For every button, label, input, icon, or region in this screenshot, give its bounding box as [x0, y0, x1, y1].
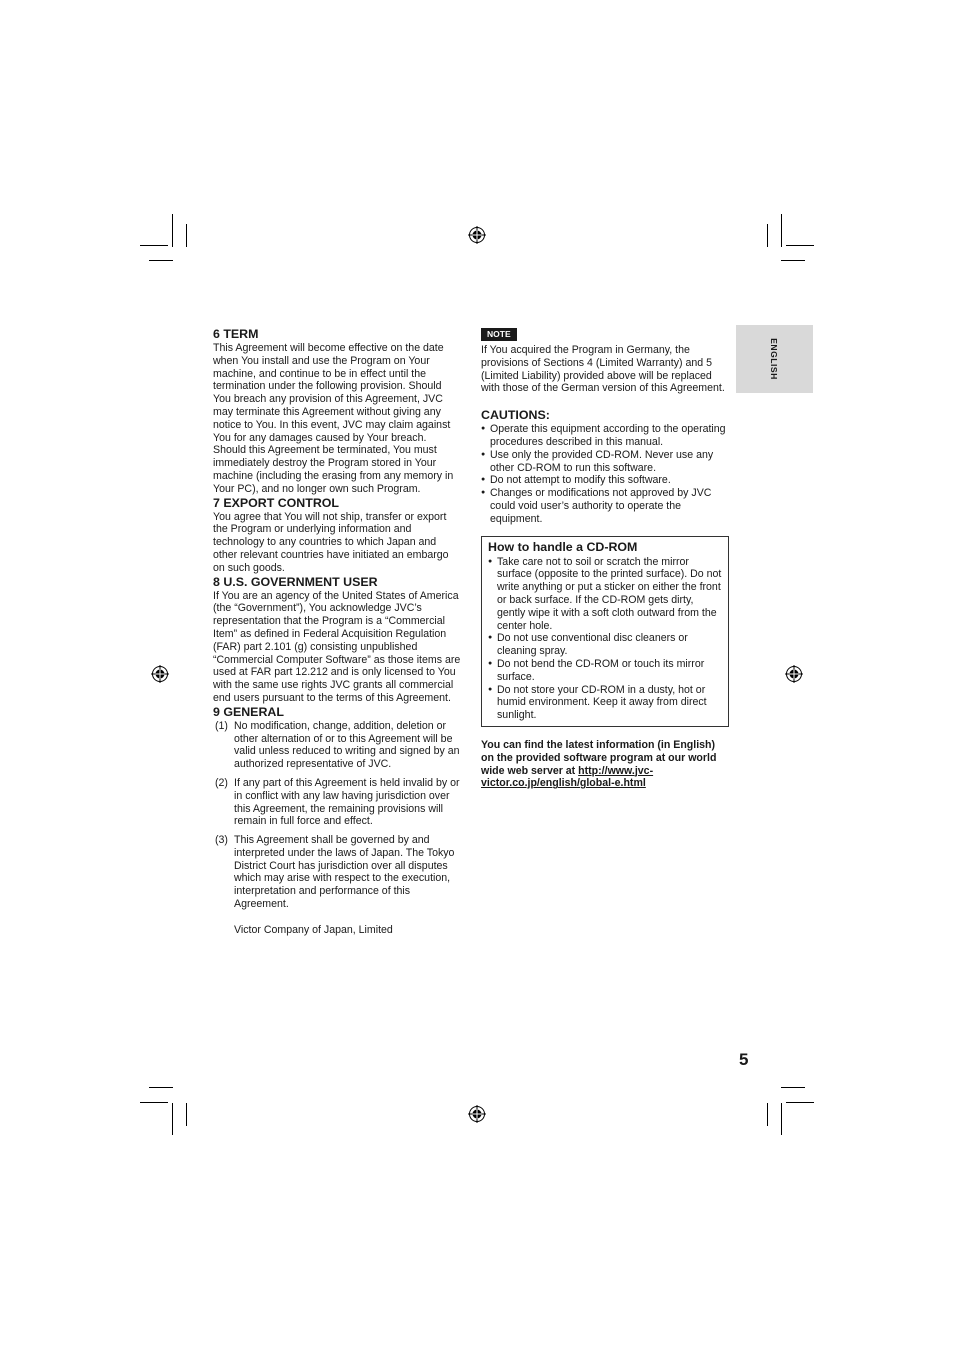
cd-rom-list — [488, 556, 722, 722]
list-item: ● Do not store your CD-ROM in a dusty, hot or humid environment. Keep it away from direct sunlight. — [488, 684, 722, 722]
note-text: If You acquired the Program in Germany, the provisions of Sections 4 (Limited Warranty) and 5 (Limited Liability) provided above will be replaced with those of the German version of this Agreement. — [481, 344, 725, 395]
info-text-body: You can find the latest information (in English) on the provided software program at our world wide web server at — [481, 738, 717, 777]
list-item-number: (2) — [215, 776, 228, 789]
cd-rom-box — [481, 536, 729, 727]
list-item — [213, 834, 461, 911]
list-item: ● Operate this equipment according to the operating procedures described in this manual. — [481, 423, 729, 449]
list-item-text: No modification, change, addition, deletion or other alternation of or to this Agreement will be valid unless reduced to writing and signed by an authorized representative of JVC. — [234, 719, 460, 771]
cd-rom-heading: How to handle a CD-ROM — [488, 539, 638, 554]
registration-mark-icon — [468, 1105, 486, 1123]
website-link[interactable]: http://www.jvc-victor.co.jp/english/global-e.html — [481, 764, 654, 790]
list-item: ● Do not attempt to modify this software. — [481, 474, 729, 487]
registration-mark-icon — [785, 665, 803, 683]
language-tab-label: ENGLISH — [769, 338, 779, 380]
general-heading: 9 GENERAL — [213, 704, 284, 719]
left-column — [213, 327, 461, 937]
list-item — [213, 720, 461, 771]
list-item: ● Take care not to soil or scratch the mirror surface (opposite to the printed surface). Do not write anything or put a sticker on either the front or back surface. If the CD-ROM gets dirty, gently wipe it with a soft cloth outward from the center hole. — [488, 556, 722, 633]
registration-mark-icon — [151, 665, 169, 683]
cautions-heading: CAUTIONS: — [481, 408, 550, 423]
language-tab — [736, 325, 813, 393]
list-item-number: (3) — [215, 834, 228, 847]
registration-mark-icon — [468, 226, 486, 244]
general-list — [213, 720, 461, 911]
term-heading: 6 TERM — [213, 327, 259, 341]
export-heading: 7 EXPORT CONTROL — [213, 495, 339, 510]
note-badge: NOTE — [481, 328, 517, 341]
list-item: ● Use only the provided CD-ROM. Never use any other CD-ROM to run this software. — [481, 449, 729, 475]
export-body: You agree that You will not ship, transfer or export the Program or underlying information and technology to any countries to which Japan and other relevant countries have initiated an embargo on such goods. — [213, 510, 449, 574]
info-text — [481, 739, 729, 790]
list-item-text: This Agreement shall be governed by and interpreted under the laws of Japan. The Tokyo District Court has jurisdiction over all disputes which may arise with respect to the execution, interpretation and performance of this Agreement. — [234, 834, 455, 911]
list-item-text: If any part of this Agreement is held invalid by or in conflict with any law having jurisdiction over this Agreement, the remaining provisions will remain in full force and effect. — [234, 776, 460, 828]
list-item: ● Do not bend the CD-ROM or touch its mirror surface. — [488, 658, 722, 684]
government-heading: 8 U.S. GOVERNMENT USER — [213, 574, 378, 589]
government-body: If You are an agency of the United States of America (the “Government”), You acknowledge JVC’s representation that the Program is a “Commercial Item” as defined in Federal Acquisition Regulation (FAR) part 2.101 (g) consisting unpublished “Commercial Computer Software” as those items are used at FAR part 12.212 and is only licensed to You with the same use rights JVC grants all commercial end users pursuant to the terms of this Agreement. — [213, 589, 461, 704]
term-body: This Agreement will become effective on the date when You install and use the Program on Your machine, and continue to be in effect until the termination under the following provision. Should You breach any provision of this Agreement, JVC may terminate this Agreement without giving any notice to You. In this event, JVC may claim against You for any damages caused by Your breach. Should this Agreement be terminated, You must immediately destroy the Program stored in Your machine (including the erasing from any memory in Your PC), and no longer own such Program. — [213, 342, 454, 495]
page-number: 5 — [739, 1050, 749, 1069]
list-item-number: (1) — [215, 719, 228, 732]
signature: Victor Company of Japan, Limited — [234, 923, 393, 936]
list-item: ● Do not use conventional disc cleaners or cleaning spray. — [488, 632, 722, 658]
cautions-list — [481, 423, 729, 525]
right-column — [481, 324, 729, 790]
list-item: ● Changes or modifications not approved by JVC could void user’s authority to operate the equipment. — [481, 487, 729, 525]
list-item — [213, 777, 461, 828]
